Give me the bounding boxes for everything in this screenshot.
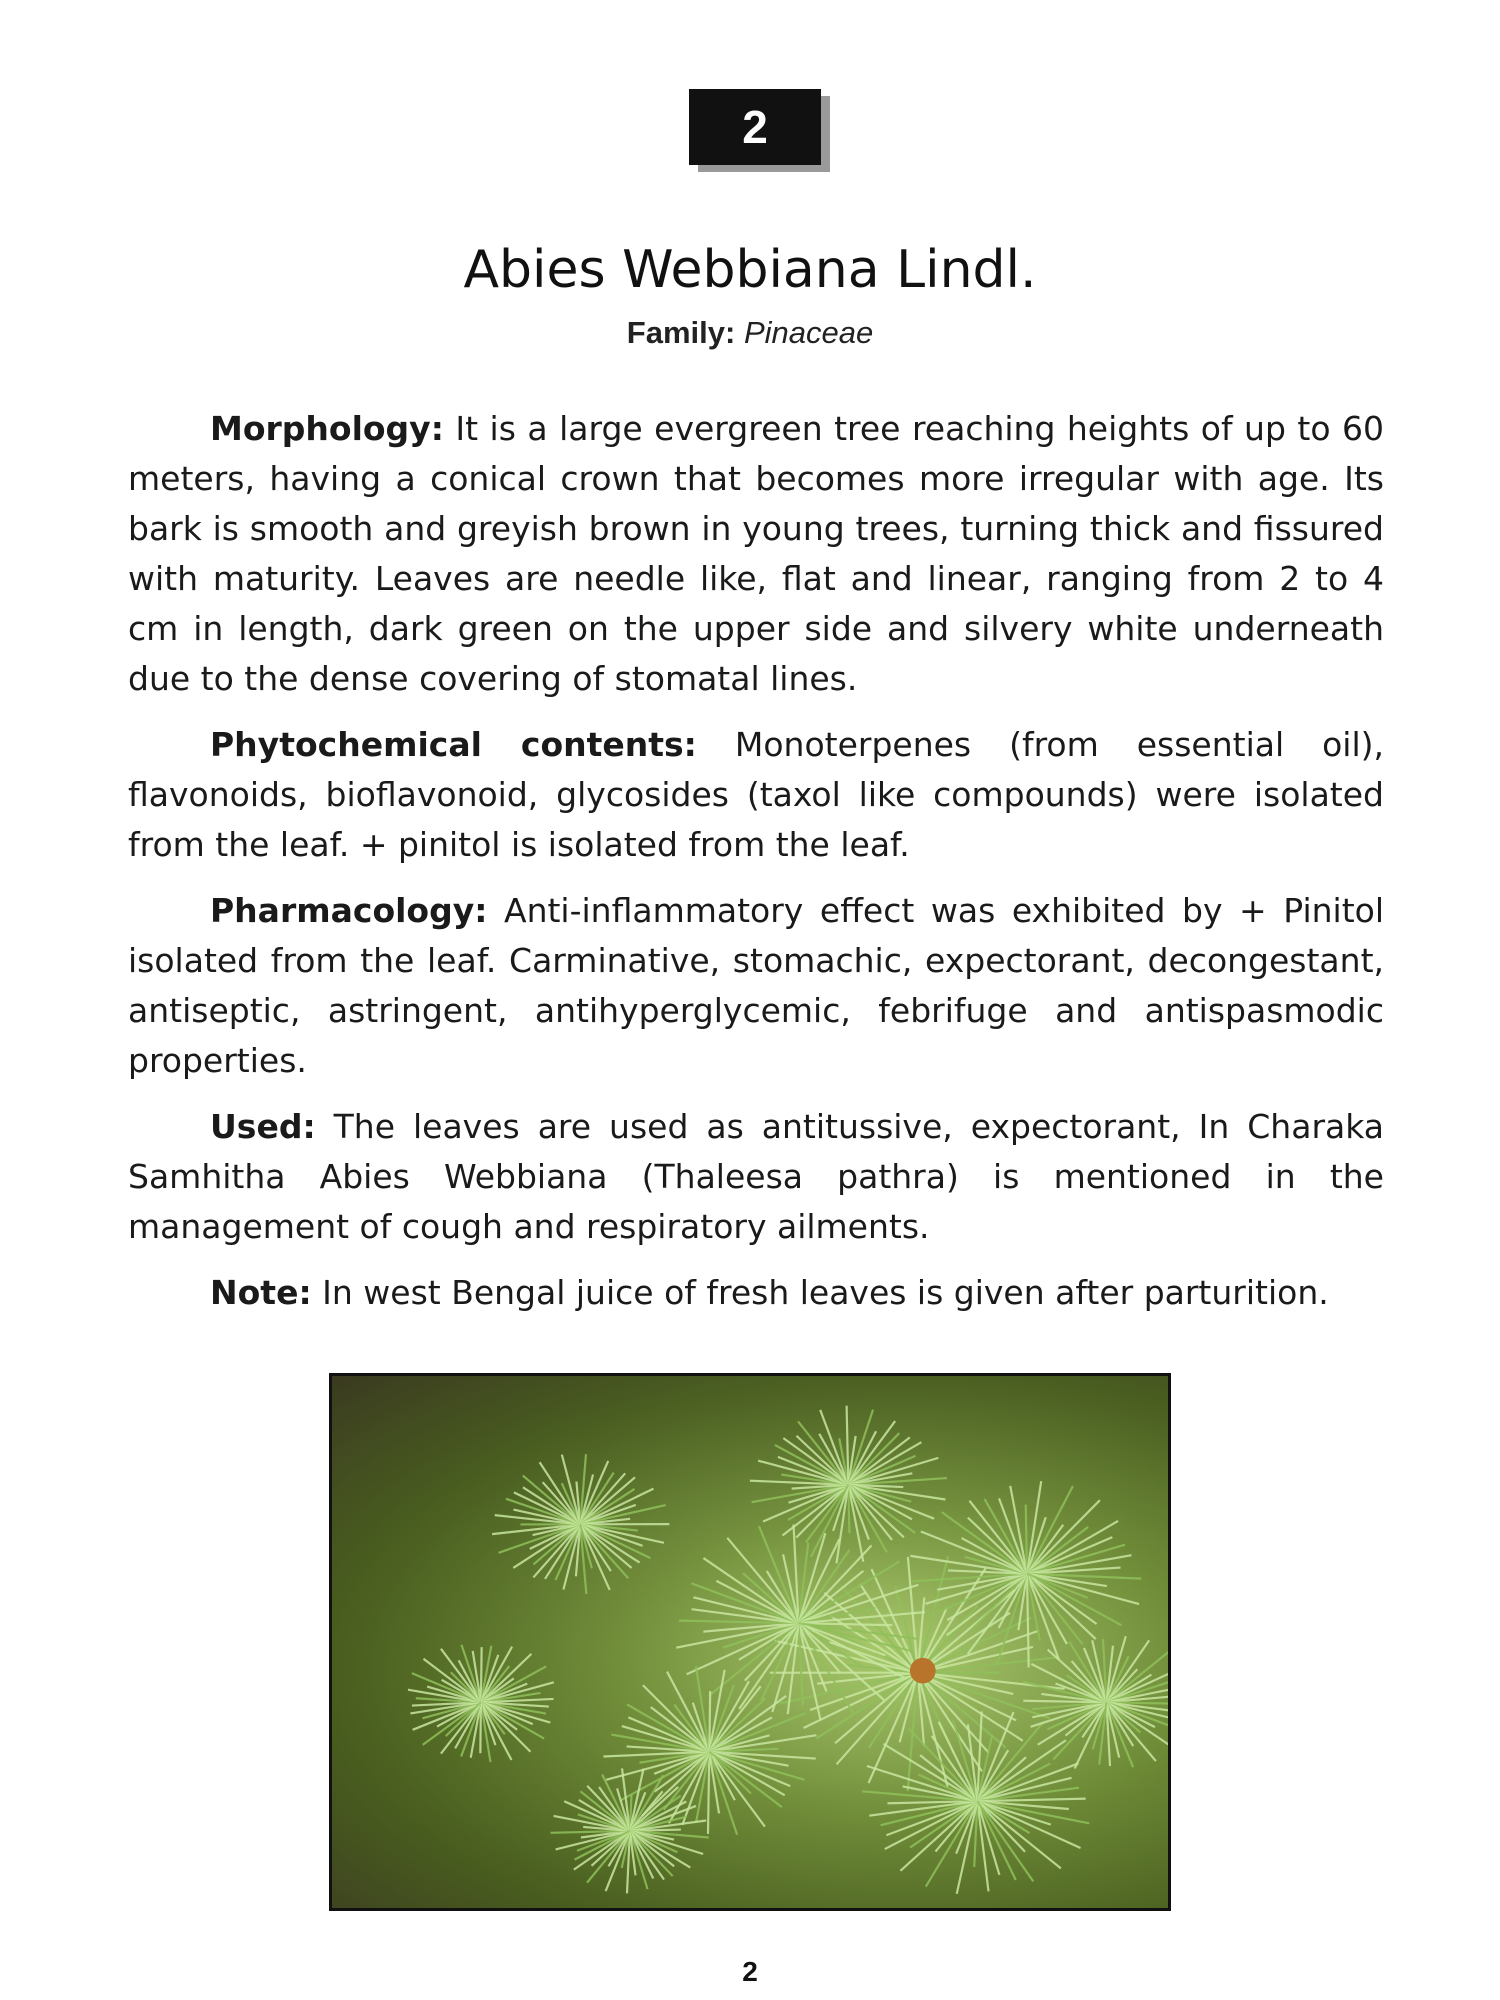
note-paragraph — [128, 1268, 1384, 1318]
needle — [848, 1485, 849, 1533]
fir-branch-photo — [329, 1373, 1171, 1911]
photo-background-glow — [332, 1376, 1168, 1908]
used-text: The leaves are used as antitussive, expectorant, In Charaka Samhitha Abies Webbiana (Thaleesa pathra) is mentioned in the management of cough and respiratory ailments. — [128, 1107, 1384, 1246]
morphology-text: It is a large evergreen tree reaching heights of up to 60 meters, having a conical crown that becomes more irregular with age. Its bark is smooth and greyish brown in young trees, turning thick and fissured with maturity. Leaves are needle like, flat and linear, ranging from 2 to 4 cm in length, dark green on the upper side and silvery white underneath due to the dense covering of stomatal lines. — [128, 409, 1384, 698]
article-body — [128, 404, 1384, 1334]
pharmacology-paragraph — [128, 886, 1384, 1086]
phytochemical-paragraph — [128, 720, 1384, 870]
pharmacology-text: Anti-inflammatory effect was exhibited by + Pinitol isolated from the leaf. Carminative, stomachic, expectorant, decongestant, antiseptic, astringent, antihyperglycemic, febrifuge and antispasmodic properties. — [128, 891, 1384, 1080]
fir-branch-illustration — [332, 1376, 1168, 1908]
chapter-number: 2 — [742, 101, 768, 153]
family-label: Family: — [626, 315, 736, 350]
used-label: Used: — [210, 1107, 316, 1146]
note-text: In west Bengal juice of fresh leaves is given after parturition. — [311, 1273, 1329, 1312]
fir-bud — [910, 1658, 936, 1684]
used-paragraph — [128, 1102, 1384, 1252]
page-number: 2 — [742, 1956, 758, 1987]
phytochemical-label: Phytochemical contents: — [210, 725, 697, 764]
note-label: Note: — [210, 1273, 312, 1312]
page-title: Abies Webbiana Lindl. — [463, 240, 1037, 300]
family-value: Pinaceae — [743, 315, 874, 350]
needle — [708, 1752, 709, 1834]
morphology-paragraph — [128, 404, 1384, 704]
needle — [1026, 1505, 1027, 1574]
morphology-label: Morphology: — [210, 409, 444, 448]
phytochemical-text: Monoterpenes (from essential oil), flavonoids, bioflavonoid, glycosides (taxol like compounds) were isolated from the leaf. + pinitol is isolated from the leaf. — [128, 725, 1385, 864]
chapter-number-badge — [689, 89, 821, 165]
pharmacology-label: Pharmacology: — [210, 891, 488, 930]
family-line — [0, 315, 1500, 351]
